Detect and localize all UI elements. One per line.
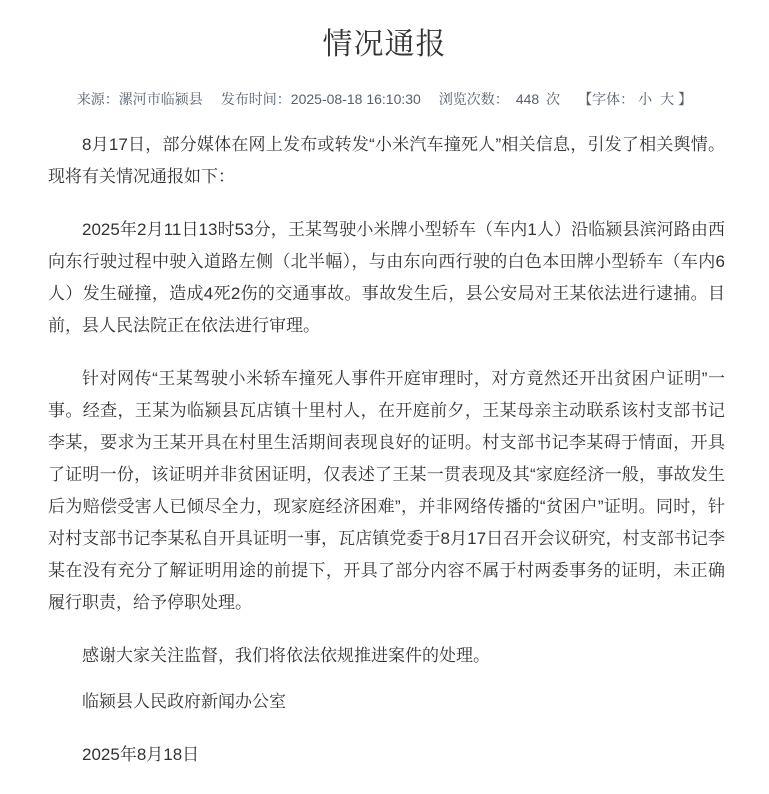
font-size-widget — [578, 89, 692, 109]
article-meta-bar — [0, 89, 769, 109]
article-paragraph: 8月17日，部分媒体在网上发布或转发“小米汽车撞死人”相关信息，引发了相关舆情。现将有关情况通报如下： — [48, 135, 725, 186]
meta-view-count — [439, 89, 560, 109]
font-larger-button[interactable]: 大 — [660, 91, 675, 107]
view-count-unit: 次 — [546, 91, 561, 107]
article-paragraph: 2025年2月11日13时53分，王某驾驶小米牌小型轿车（车内1人）沿临颍县滨河路由西向东行驶过程中驶入道路左侧（北半幅），与由东向西行驶的白色本田牌小型轿车（车内6人）发生碰撞，造成4死2伤的交通事故。事故发生后，县公安局对王某依法进行逮捕。目前，县人民法院正在依法进行审理。 — [48, 220, 725, 335]
meta-publish-time: 发布时间：2025-08-18 16:10:30 — [220, 91, 421, 107]
meta-source: 来源：漯河市临颍县 — [76, 91, 203, 107]
font-smaller-button[interactable]: 小 — [638, 91, 653, 107]
article-paragraph: 感谢大家关注监督，我们将依法依规推进案件的处理。 — [82, 646, 490, 665]
view-count-label: 浏览次数： — [438, 91, 509, 107]
publication-date: 2025年8月18日 — [82, 745, 200, 764]
page-title: 情况通报 — [322, 28, 447, 61]
article-body — [0, 129, 769, 771]
view-count-value: 448 — [515, 91, 540, 107]
article-paragraph: 针对网传“王某驾驶小米轿车撞死人事件开庭审理时，对方竟然还开出贫困户证明”一事。经查，王某为临颍县瓦店镇十里村人，在开庭前夕，王某母亲主动联系该村支部书记李某，要求为王某开具在村里生活期间表现良好的证明。村支部书记李某碍于情面，开具了证明一份，该证明并非贫困证明，仅表述了王某一贯表现及其“家庭经济一般，事故发生后为赔偿受害人已倾尽全力，现家庭经济困难”，并非网络传播的“贫困户”证明。同时，针对村支部书记李某私自开具证明一事，瓦店镇党委于8月17日召开会议研究，村支部书记李某在没有充分了解证明用途的前提下，开具了部分内容不属于村两委事务的证明，未正确履行职责，给予停职处理。 — [48, 369, 725, 612]
issuing-office-signature: 临颍县人民政府新闻办公室 — [82, 692, 286, 711]
font-widget-prefix: 【字体： — [578, 91, 635, 107]
font-widget-suffix: 】 — [678, 91, 693, 107]
